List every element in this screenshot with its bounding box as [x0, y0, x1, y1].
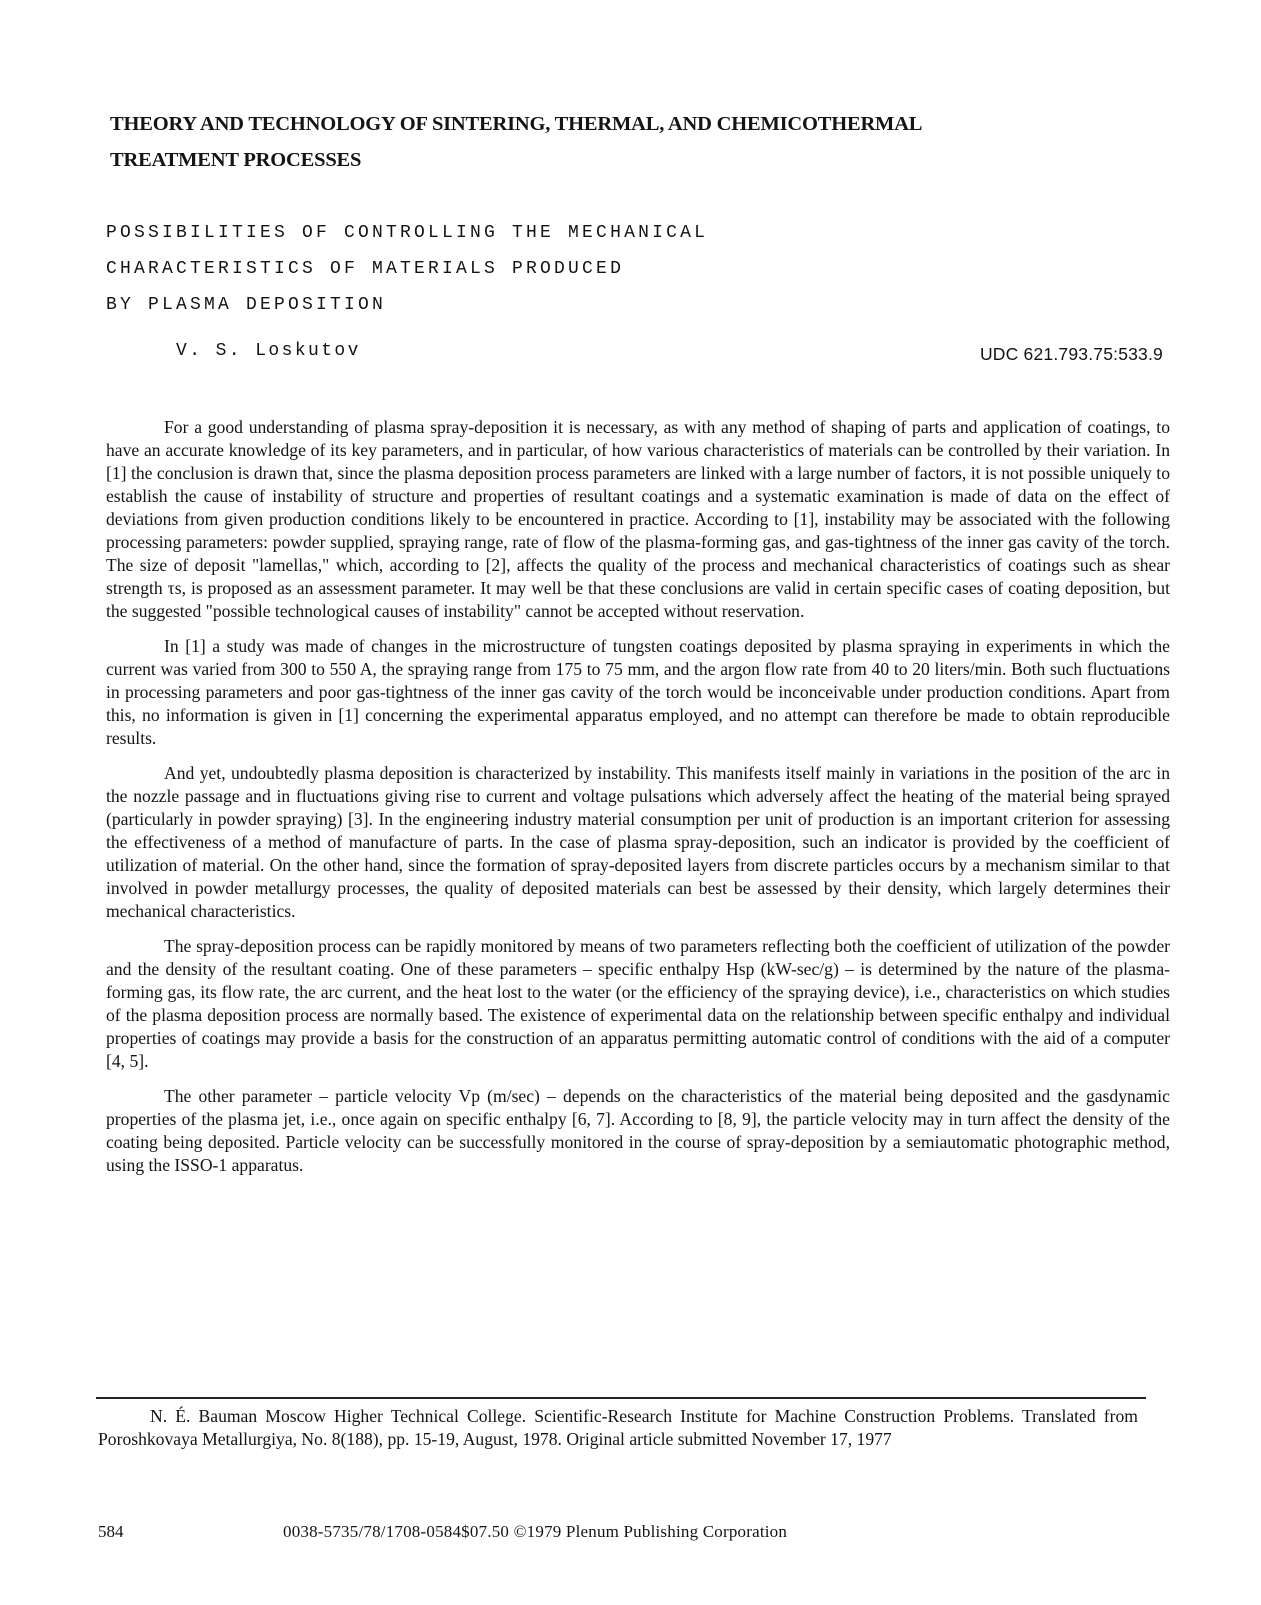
- section-title: [110, 106, 1110, 178]
- paragraph-3: And yet, undoubtedly plasma deposition is characterized by instability. This manifests itself mainly in variations in the position of the arc in the nozzle passage and in fluctuations giving rise to current and voltage pulsations which adversely affect the heating of the material being sprayed (particularly in powder spraying) [3]. In the engineering industry material consumption per unit of production is an important criterion for assessing the effectiveness of a method of manufacture of parts. In the case of plasma spray-deposition, such an indicator is provided by the coefficient of utilization of material. On the other hand, since the formation of spray-deposited layers from discrete particles occurs by a mechanism similar to that involved in powder metallurgy processes, the quality of deposited materials can best be assessed by their density, which largely determines their mechanical characteristics.: [106, 763, 1170, 921]
- article-title-line-1: POSSIBILITIES OF CONTROLLING THE MECHANICAL: [106, 223, 709, 243]
- article-title-line-2: CHARACTERISTICS OF MATERIALS PRODUCED: [106, 259, 625, 279]
- article-body: [106, 416, 1170, 1189]
- footnote: N. É. Bauman Moscow Higher Technical College. Scientific-Research Institute for Machine Construction Problems. Translated from Poroshkovaya Metallurgiya, No. 8(188), pp. 15-19, August, 1978. Original article submitted November 17, 1977: [98, 1406, 1138, 1449]
- copyright-line: 0038-5735/78/1708-0584$07.50 ©1979 Plenum Publishing Corporation: [283, 1522, 788, 1541]
- footnote-divider: [96, 1397, 1146, 1399]
- author-name: V. S. Loskutov: [176, 341, 361, 361]
- section-title-line-2: TREATMENT PROCESSES: [110, 149, 362, 171]
- paragraph-2: In [1] a study was made of changes in the microstructure of tungsten coatings deposited by plasma spraying in experiments in which the current was varied from 300 to 550 A, the spraying range from 175 to 75 mm, and the argon flow rate from 40 to 20 liters/min. Both such fluctuations in processing parameters and poor gas-tightness of the inner gas cavity of the torch would be inconceivable under production conditions. Apart from this, no information is given in [1] concerning the experimental apparatus employed, and no attempt can therefore be made to obtain reproducible results.: [106, 636, 1170, 748]
- page-number: 584: [98, 1522, 124, 1541]
- article-title: [106, 215, 1006, 323]
- article-title-line-3: BY PLASMA DEPOSITION: [106, 295, 387, 315]
- section-title-line-1: THEORY AND TECHNOLOGY OF SINTERING, THERMAL, AND CHEMICOTHERMAL: [110, 113, 923, 135]
- paragraph-5: The other parameter – particle velocity Vp (m/sec) – depends on the characteristics of the material being deposited and the gasdynamic properties of the plasma jet, i.e., once again on specific enthalpy [6, 7]. According to [8, 9], the particle velocity may in turn affect the density of the coating being deposited. Particle velocity can be successfully monitored in the course of spray-deposition by a semiautomatic photographic method, using the ISSO-1 apparatus.: [106, 1086, 1170, 1175]
- paragraph-1: For a good understanding of plasma spray-deposition it is necessary, as with any method of shaping of parts and application of coatings, to have an accurate knowledge of its key parameters, and in particular, of how various characteristics of materials can be controlled by their variation. In [1] the conclusion is drawn that, since the plasma deposition process parameters are linked with a large number of factors, it is not possible uniquely to establish the cause of instability of structure and properties of resultant coatings and a systematic examination is made of data on the effect of deviations from given production conditions likely to be encountered in practice. According to [1], instability may be associated with the following processing parameters: powder supplied, spraying range, rate of flow of the plasma-forming gas, and gas-tightness of the inner gas cavity of the torch. The size of deposit "lamellas," which, according to [2], affects the quality of the process and mechanical characteristics of coatings such as shear strength τs, is proposed as an assessment parameter. It may well be that these conclusions are valid in certain specific cases of coating deposition, but the suggested "possible technological causes of instability" cannot be accepted without reservation.: [106, 417, 1170, 621]
- udc-code: UDC 621.793.75:533.9: [979, 344, 1163, 364]
- paragraph-4: The spray-deposition process can be rapidly monitored by means of two parameters reflecting both the coefficient of utilization of the powder and the density of the resultant coating. One of these parameters – specific enthalpy Hsp (kW-sec/g) – is determined by the nature of the plasma-forming gas, its flow rate, the arc current, and the heat lost to the water (or the efficiency of the spraying device), i.e., characteristics on which studies of the plasma deposition process are normally based. The existence of experimental data on the relationship between specific enthalpy and individual properties of coatings may provide a basis for the construction of an apparatus permitting automatic control of conditions with the aid of a computer [4, 5].: [106, 936, 1170, 1071]
